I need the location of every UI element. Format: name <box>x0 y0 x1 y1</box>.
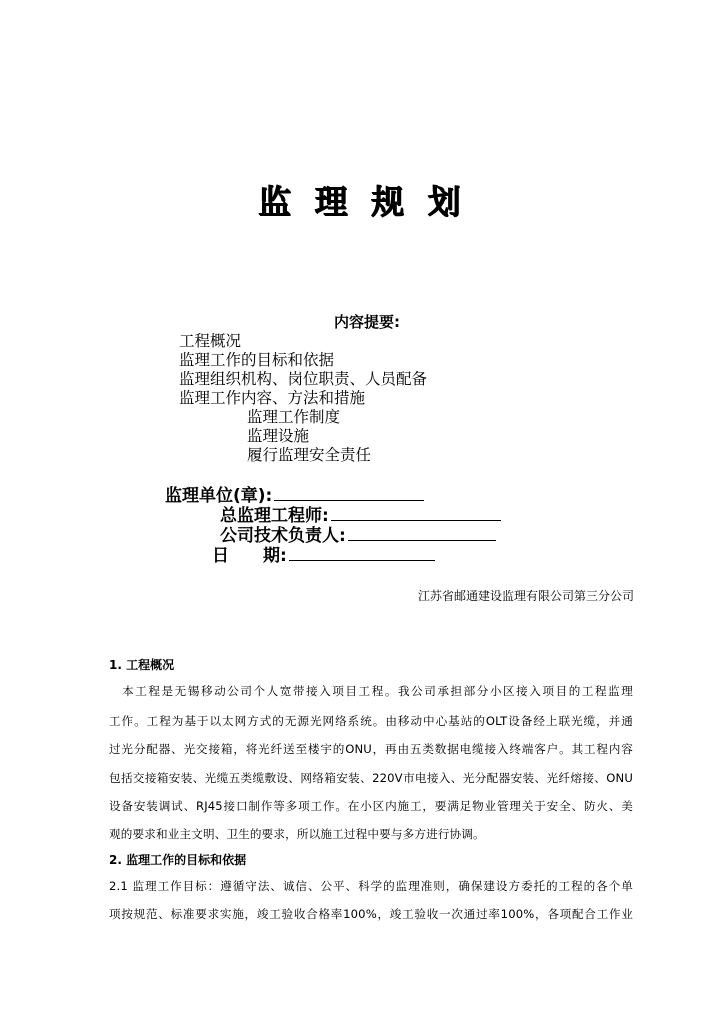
paragraph-line: 观的要求和业主文明、卫生的要求，所以施工过程中要与多方进行协调。 <box>109 827 485 841</box>
signature-date-label: 日 期: <box>212 546 287 566</box>
document-title: 监 理 规 划 <box>257 182 467 221</box>
signature-date-blank <box>289 545 435 561</box>
signature-unit-label: 监理单位(章): <box>165 486 273 506</box>
toc-item: 工程概况 <box>179 332 242 350</box>
summary-heading: 内容提要: <box>334 313 400 331</box>
signature-tech-label: 公司技术负责人: <box>220 526 346 546</box>
signature-tech-blank <box>348 525 496 541</box>
toc-subitem: 监理设施 <box>247 427 310 445</box>
section-heading: 2. 监理工作的目标和依据 <box>109 853 247 867</box>
company-name: 江苏省邮通建设监理有限公司第三分公司 <box>417 589 634 603</box>
toc-subitem: 履行监理安全责任 <box>247 446 372 464</box>
paragraph-line: 2.1 监理工作目标：遵循守法、诚信、公平、科学的监理准则，确保建设方委托的工程的各个单 <box>109 879 633 893</box>
toc-item: 监理工作内容、方法和措施 <box>179 389 366 407</box>
signature-chief-label: 总监理工程师: <box>220 506 329 526</box>
signature-unit-blank <box>274 485 424 501</box>
toc-item: 监理工作的目标和依据 <box>179 351 335 369</box>
paragraph-line: 过光分配器、光交接箱，将光纤送至楼宇的ONU，再由五类数据电缆接入终端客户。其工程内容 <box>109 742 633 756</box>
toc-subitem: 监理工作制度 <box>247 408 341 426</box>
paragraph-line: 包括交接箱安装、光缆五类缆敷设、网络箱安装、220V市电接入、光分配器安装、光纤熔接、ONU <box>109 771 633 785</box>
paragraph-line: 项按规范、标准要求实施，竣工验收合格率100%，竣工验收一次通过率100%，各项配合工作业 <box>109 907 633 921</box>
paragraph-line: 本工程是无锡移动公司个人宽带接入项目工程。我公司承担部分小区接入项目的工程监理 <box>109 684 633 698</box>
section-heading: 1. 工程概况 <box>109 658 175 672</box>
signature-date <box>212 541 435 566</box>
paragraph-line: 设备安装调试、RJ45接口制作等多项工作。在小区内施工，要满足物业管理关于安全、防火、美 <box>109 799 633 813</box>
paragraph-line: 工作。工程为基于以太网方式的无源光网络系统。由移动中心基站的OLT设备经上联光缆，并通 <box>109 714 633 728</box>
toc-item: 监理组织机构、岗位职责、人员配备 <box>179 370 428 388</box>
signature-chief-blank <box>331 505 501 521</box>
